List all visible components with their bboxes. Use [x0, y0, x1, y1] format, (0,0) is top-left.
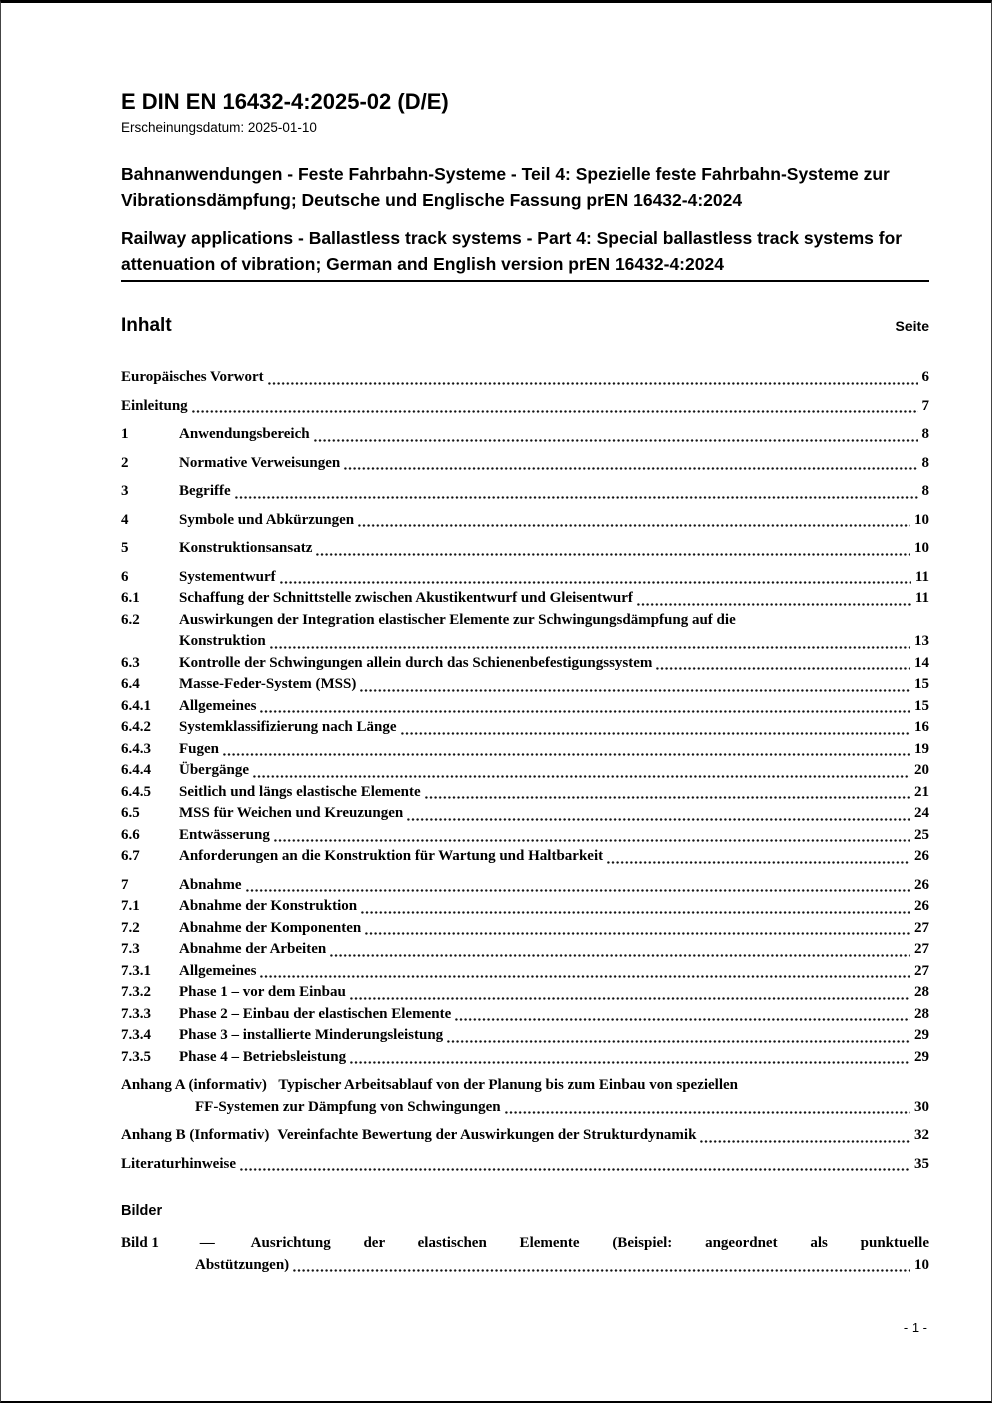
toc-entry[interactable] [121, 510, 929, 532]
toc-leader-dots [260, 975, 910, 978]
toc-entry-label: FF-Systemen zur Dämpfung von Schwingungen [195, 1098, 501, 1115]
toc-leader-dots [365, 932, 910, 935]
toc-entry-page: 20 [914, 762, 929, 778]
toc-entry-page: 25 [914, 826, 929, 843]
toc-entry-page: 15 [914, 676, 929, 692]
toc-entry-page: 28 [914, 1005, 929, 1022]
toc-entry-page: 8 [921, 483, 929, 499]
toc-entry-number: 4 [121, 511, 129, 528]
toc-entry[interactable] [121, 717, 929, 739]
toc-entry[interactable] [121, 1004, 929, 1026]
toc-entry-label: Literaturhinweise [121, 1155, 236, 1172]
toc-entry-label: Auswirkungen der Integration elastischer Elemente zur Schwingungsdämpfung auf die [179, 611, 736, 628]
toc-leader-dots [447, 1040, 910, 1043]
toc-entry-number: 6.4.4 [121, 762, 151, 778]
toc-leader-dots [360, 689, 910, 692]
toc-entry-label: MSS für Weichen und Kreuzungen [179, 805, 404, 821]
toc-entry-label: Phase 3 – installierte Minderungsleistung [179, 1027, 444, 1043]
toc-entry-page: 27 [914, 941, 929, 957]
toc-entry-label: Entwässerung [179, 826, 270, 843]
page-content [1, 3, 991, 1276]
toc-leader-dots [505, 1111, 910, 1114]
toc-entry[interactable] [121, 896, 929, 918]
toc-entry[interactable] [121, 825, 929, 847]
toc-entry-label: Konstruktion [179, 633, 266, 649]
toc-leader-dots [656, 667, 910, 670]
toc-leader-dots [274, 839, 910, 842]
toc-entry-number: 6.4.3 [121, 740, 151, 757]
toc-entry-label: Masse-Feder-System (MSS) [179, 676, 357, 692]
toc-entry[interactable] [121, 367, 929, 389]
toc-entry[interactable] [121, 918, 929, 940]
toc-entry-page: 35 [914, 1155, 929, 1172]
toc-entry-number: 6.4.5 [121, 783, 151, 800]
toc-list [121, 367, 929, 1175]
toc-leader-dots [223, 753, 910, 756]
toc-entry-number: 6.6 [121, 826, 140, 843]
toc-entry-number: Bild 1 [121, 1235, 159, 1251]
toc-leader-dots [637, 603, 911, 606]
toc-entry-label: Übergänge [179, 762, 249, 778]
toc-leader-dots [314, 439, 918, 442]
toc-entry[interactable] [121, 939, 929, 961]
toc-entry[interactable] [121, 1075, 929, 1118]
toc-entry-page: 27 [914, 962, 929, 979]
toc-entry-number: 7.1 [121, 898, 140, 914]
toc-entry-number: 6.3 [121, 654, 140, 671]
toc-leader-dots [407, 818, 910, 821]
toc-entry-page: 21 [914, 783, 929, 800]
toc-entry[interactable] [121, 610, 929, 653]
toc-entry-number: 6.4.2 [121, 719, 151, 735]
toc-leader-dots [700, 1140, 910, 1143]
doc-number: E DIN EN 16432-4:2025-02 (D/E) [121, 89, 449, 114]
page-number-footer: - 1 - [903, 1320, 927, 1335]
toc-entry-label: Europäisches Vorwort [121, 369, 264, 385]
toc-entry-label: Abnahme der Komponenten [179, 919, 362, 936]
figures-heading: Bilder [121, 1203, 163, 1219]
figures-list [121, 1233, 929, 1276]
toc-entry-label: Phase 2 – Einbau der elastischen Elemente [179, 1005, 452, 1022]
toc-entry[interactable] [121, 760, 929, 782]
toc-leader-dots [260, 710, 910, 713]
toc-entry-number: 7.3.2 [121, 984, 151, 1000]
toc-leader-dots [253, 775, 910, 778]
toc-entry-label: Systementwurf [179, 568, 276, 585]
toc-entry[interactable] [121, 453, 929, 475]
toc-entry-label: Anforderungen an die Konstruktion für Wartung und Haltbarkeit [179, 848, 604, 864]
toc-entry[interactable] [121, 875, 929, 897]
toc-entry-page: 10 [914, 540, 929, 556]
toc-entry-number: Anhang A (informativ) [121, 1077, 267, 1093]
toc-entry-label: Symbole und Abkürzungen [179, 511, 355, 528]
title-german: Bahnanwendungen - Feste Fahrbahn-Systeme - Teil 4: Spezielle feste Fahrbahn-Systeme zur Vibrationsdämpfung; Deutsche und Englische Fassung prEN 16432-4:2024 [121, 164, 890, 210]
toc-leader-dots [607, 861, 910, 864]
toc-entry-label: Systemklassifizierung nach Länge [179, 719, 397, 735]
toc-entry[interactable] [121, 1047, 929, 1069]
toc-entry-number: 6.1 [121, 590, 140, 606]
toc-leader-dots [280, 581, 911, 584]
toc-entry-page: 6 [921, 369, 929, 385]
toc-entry[interactable] [121, 1125, 929, 1147]
toc-leader-dots [293, 1269, 910, 1272]
figure-entry[interactable] [121, 1233, 929, 1276]
toc-entry-page: 11 [914, 568, 929, 585]
toc-entry[interactable] [121, 1154, 929, 1176]
toc-entry[interactable] [121, 653, 929, 675]
toc-entry[interactable] [121, 803, 929, 825]
toc-entry-number: 2 [121, 454, 129, 471]
toc-entry-label: Kontrolle der Schwingungen allein durch das Schienenbefestigungssystem [179, 654, 653, 671]
toc-leader-dots [358, 524, 910, 527]
toc-leader-dots [425, 796, 910, 799]
toc-entry-number: Anhang B (Informativ) [121, 1127, 270, 1143]
toc-header [121, 314, 929, 338]
toc-entry-label: Anwendungsbereich [179, 426, 310, 442]
toc-entry-label: Ausrichtung der elastischen Elemente (Beispiel: angeordnet als punktuelle [250, 1235, 929, 1251]
toc-entry-label: Begriffe [179, 483, 231, 499]
toc-leader-dots [344, 467, 917, 470]
toc-entry-page: 32 [914, 1127, 929, 1143]
toc-entry-label: Phase 4 – Betriebsleistung [179, 1048, 347, 1065]
toc-leader-dots [350, 997, 910, 1000]
toc-entry-page: 19 [914, 740, 929, 757]
toc-entry-page: 29 [914, 1027, 929, 1043]
toc-leader-dots [401, 732, 910, 735]
toc-entry-page: 15 [914, 697, 929, 714]
toc-leader-dots [361, 911, 910, 914]
toc-entry[interactable] [121, 481, 929, 503]
toc-leader-dots [235, 496, 918, 499]
toc-entry[interactable] [121, 846, 929, 868]
toc-entry[interactable] [121, 696, 929, 718]
toc-entry-number: 1 [121, 426, 129, 442]
toc-entry-label: Allgemeines [179, 962, 257, 979]
toc-entry-label: Einleitung [121, 397, 188, 414]
toc-entry-number: 6.7 [121, 848, 140, 864]
toc-leader-dots [330, 954, 910, 957]
toc-entry-number: 6.2 [121, 611, 140, 628]
toc-entry-number: 6.4 [121, 676, 140, 692]
toc-heading: Inhalt [121, 315, 172, 336]
toc-entry-page: 11 [914, 590, 929, 606]
toc-entry-number: 7.2 [121, 919, 140, 936]
toc-entry-page: 26 [914, 898, 929, 914]
toc-entry-page: 28 [914, 984, 929, 1000]
dash-separator: — [199, 1235, 215, 1251]
toc-entry-number: 6 [121, 568, 129, 585]
toc-entry-page: 26 [914, 848, 929, 864]
toc-entry-label: Abnahme der Arbeiten [179, 941, 327, 957]
toc-entry-number: 7.3.5 [121, 1048, 151, 1065]
toc-entry-number: 5 [121, 540, 129, 556]
toc-leader-dots [268, 382, 918, 385]
toc-leader-dots [316, 553, 910, 556]
toc-leader-dots [246, 889, 910, 892]
toc-entry-label: Typischer Arbeitsablauf von der Planung bis zum Einbau von speziellen [278, 1077, 739, 1093]
toc-entry[interactable] [121, 396, 929, 418]
toc-entry-page: 8 [921, 426, 929, 442]
toc-entry-page: 16 [914, 719, 929, 735]
toc-entry-label: Vereinfachte Bewertung der Auswirkungen der Strukturdynamik [277, 1127, 697, 1143]
toc-entry-number: 7.3 [121, 941, 140, 957]
toc-leader-dots [240, 1168, 910, 1171]
toc-entry-label: Schaffung der Schnittstelle zwischen Akustikentwurf und Gleisentwurf [179, 590, 633, 606]
toc-entry[interactable] [121, 588, 929, 610]
toc-entry-page: 10 [914, 1256, 929, 1273]
toc-entry-page: 29 [914, 1048, 929, 1065]
toc-entry-label: Abstützungen) [195, 1256, 290, 1273]
title-english: Railway applications - Ballastless track systems - Part 4: Special ballastless track systems for attenuation of vibration; German and English version prEN 16432-4:2024 [121, 225, 929, 282]
toc-entry-label: Normative Verweisungen [179, 454, 341, 471]
toc-entry-label: Abnahme [179, 876, 242, 893]
toc-entry-number: 7.3.3 [121, 1005, 151, 1022]
toc-entry-number: 7.3.4 [121, 1027, 151, 1043]
toc-leader-dots [455, 1018, 910, 1021]
toc-entry[interactable] [121, 538, 929, 560]
toc-entry[interactable] [121, 674, 929, 696]
toc-entry-page: 24 [914, 805, 929, 821]
toc-entry-number: 3 [121, 483, 129, 499]
toc-entry-label: Fugen [179, 740, 220, 757]
toc-entry-label: Allgemeines [179, 697, 257, 714]
toc-entry[interactable] [121, 961, 929, 983]
toc-entry-number: 6.4.1 [121, 697, 151, 714]
toc-entry-page: 26 [914, 876, 929, 893]
toc-page-column-label: Seite [895, 318, 929, 334]
toc-entry[interactable] [121, 1025, 929, 1047]
toc-entry-page: 27 [914, 919, 929, 936]
toc-entry-label: Seitlich und längs elastische Elemente [179, 783, 421, 800]
toc-entry-page: 7 [921, 397, 929, 414]
toc-entry-label: Konstruktionsansatz [179, 540, 313, 556]
toc-entry[interactable] [121, 739, 929, 761]
toc-entry[interactable] [121, 424, 929, 446]
toc-entry-page: 8 [921, 454, 929, 471]
toc-entry-page: 10 [914, 511, 929, 528]
toc-entry-number: 7 [121, 876, 129, 893]
toc-leader-dots [270, 646, 910, 649]
toc-entry-number: 6.5 [121, 805, 140, 821]
release-date: Erscheinungsdatum: 2025-01-10 [121, 120, 317, 135]
toc-entry[interactable] [121, 982, 929, 1004]
toc-leader-dots [192, 410, 918, 413]
toc-entry-page: 30 [914, 1098, 929, 1115]
toc-entry-page: 13 [914, 633, 929, 649]
toc-leader-dots [350, 1061, 910, 1064]
toc-entry-page: 14 [914, 654, 929, 671]
toc-entry[interactable] [121, 567, 929, 589]
toc-entry-label: Abnahme der Konstruktion [179, 898, 358, 914]
toc-entry[interactable] [121, 782, 929, 804]
toc-entry-number: 7.3.1 [121, 962, 151, 979]
toc-entry-label: Phase 1 – vor dem Einbau [179, 984, 346, 1000]
